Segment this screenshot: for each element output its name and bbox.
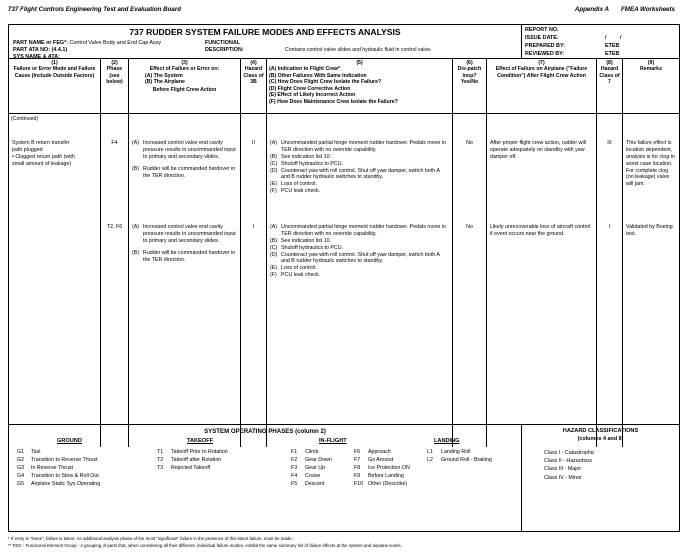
functional-label: FUNCTIONAL bbox=[205, 40, 241, 46]
column-2-cells bbox=[101, 114, 129, 447]
r2c5-key-d: (D) bbox=[270, 251, 278, 258]
r2c5-val-f: PCU leak check. bbox=[281, 272, 321, 279]
table-row-2-remarks: Validated by Boeing test. bbox=[626, 224, 673, 237]
list-item: G3 In Reverse Thrust bbox=[17, 464, 74, 471]
functional-description-value: Contains control valve slides and hydraulic fluid in control valve. bbox=[285, 47, 432, 53]
r2c5-key-f: (F) bbox=[270, 272, 277, 279]
col-num-5: (5) bbox=[356, 60, 363, 66]
col-title-3b: (B) The Airplane bbox=[145, 79, 185, 85]
running-head-left: 737 Flight Controls Engineering Test and Evaluation Board bbox=[8, 6, 182, 13]
table-row-2-phase: T2, F6 bbox=[106, 224, 123, 230]
list-item: T3 Rejected Takeoff bbox=[157, 464, 211, 471]
part-name-label: PART NAME or FEG*: bbox=[13, 40, 69, 46]
column-header-9 bbox=[623, 59, 679, 113]
part-name-value: Control Valve Body and End Cap Assy bbox=[69, 40, 162, 46]
col-title-2: Phase (see below) bbox=[106, 66, 123, 85]
prepared-by-value: ETEB bbox=[605, 43, 620, 49]
col-title-3a: (A) The System bbox=[145, 72, 183, 79]
r1c5-key-e: (E) bbox=[270, 181, 278, 188]
column-4-cells bbox=[241, 114, 267, 447]
r2c5-key-b: (B) bbox=[270, 237, 278, 244]
col-num-6: (6) bbox=[466, 60, 473, 66]
col-title-3: Effect of Failure or Error on: bbox=[149, 66, 220, 72]
table-row-1-failure-condition: After proper flight crew action, rudder will operate adequately on standby with yaw damper off. bbox=[490, 140, 586, 160]
r1c3-key-a: (A) bbox=[132, 140, 140, 146]
list-item: Class II - Hazardous bbox=[544, 458, 592, 465]
r2c5-key-e: (E) bbox=[270, 265, 278, 272]
list-item: L1 Landing Roll bbox=[427, 449, 471, 455]
column-7-cells bbox=[487, 114, 597, 447]
r1c5-key-f: (F) bbox=[270, 188, 277, 195]
appendix-label: Appendix A bbox=[574, 6, 610, 13]
col-title-5b: (B) Other Failures With Same Indication bbox=[269, 72, 367, 79]
list-item: L2 Ground Roll - Braking bbox=[427, 456, 492, 463]
table-row-1-hazard-7: III bbox=[607, 140, 612, 146]
col-title-5d: (D) Flight Crew Corrective Action bbox=[269, 85, 351, 92]
phase-header-landing: LANDING bbox=[434, 438, 460, 444]
running-head bbox=[8, 6, 681, 13]
column-header-4 bbox=[241, 59, 267, 113]
table-row-1-effect bbox=[129, 140, 240, 179]
footnote-1: * If entry is "None", failure is latent. An additional analysis phase of the most "significant" failure in the presence of this latent failure, must be made. bbox=[8, 536, 293, 541]
list-item: T1 Takeoff Prior to Rotation bbox=[157, 449, 228, 455]
appendix-title: FMEA Worksheets bbox=[621, 6, 675, 13]
col-title-5f: (F) How Does Maintenance Crew Isolate the Failure? bbox=[269, 98, 398, 105]
table-row-1-dispatch: No bbox=[466, 140, 473, 146]
col-title-4: Hazard Class of 3B bbox=[243, 66, 264, 85]
table-row-1-remarks: This failure effect is location dependent, analysis is for clog in worst case location. For complete clog (no leakage) valve will jam. bbox=[626, 140, 675, 188]
col-num-3: (3) bbox=[181, 60, 188, 66]
col-title-1: Failure or Error Mode and Failure Cause (Include Outside Factors) bbox=[13, 66, 96, 79]
page-title: 737 RUDDER SYSTEM FAILURE MODES AND EFFECTS ANALYSIS bbox=[129, 27, 401, 37]
r1c5-key-d: (D) bbox=[270, 167, 278, 174]
table-row-2-crew-actions bbox=[267, 224, 452, 279]
worksheet-body bbox=[9, 114, 679, 447]
column-6-cells bbox=[453, 114, 487, 447]
list-item: F1 Climb bbox=[291, 449, 319, 455]
failure-mode-line-2: path plugged bbox=[12, 146, 43, 153]
r1c5-val-e: Loss of control. bbox=[281, 181, 317, 188]
column-header-3 bbox=[129, 59, 241, 113]
table-row-1-phase: F4 bbox=[111, 140, 118, 146]
phase-list-inflight-right bbox=[354, 449, 410, 489]
operating-phases-legend bbox=[9, 424, 679, 531]
r2c5-val-c: Shutoff hydraulics to PCU. bbox=[281, 244, 344, 251]
continued-label: (Continued) bbox=[11, 116, 39, 122]
phase-list-ground bbox=[17, 449, 100, 489]
list-item: Class IV - Minor bbox=[544, 474, 582, 481]
col-num-7: (7) bbox=[538, 60, 545, 66]
col-num-2: (2) bbox=[111, 60, 118, 66]
failure-cause-line-2: small amount of leakage) bbox=[12, 160, 72, 167]
r1c5-val-d: Counteract yaw with roll control. Shut off yaw damper, switch both A and B rudder hydraulic switches to standby. bbox=[281, 167, 440, 181]
col-title-5c: (C) How Does Flight Crew Isolate the Failure? bbox=[269, 79, 382, 85]
col-title-6: Dis-patch inop? Yes/No bbox=[457, 66, 482, 85]
column-header-5 bbox=[267, 59, 453, 113]
r2c5-val-b: See indication list 10. bbox=[281, 237, 332, 244]
column-header-2 bbox=[101, 59, 129, 113]
table-row-1-crew-actions bbox=[267, 140, 452, 195]
r2c3-key-a: (A) bbox=[132, 224, 140, 230]
col-num-1: (1) bbox=[51, 60, 58, 66]
list-item: G2 Transition to Reverse Thrust bbox=[17, 456, 98, 463]
column-header-7 bbox=[487, 59, 597, 113]
table-row-1-failure-mode bbox=[9, 140, 100, 168]
r2c3-key-b: (B) bbox=[132, 249, 140, 256]
running-head-right bbox=[575, 6, 681, 13]
col-title-9: Remarks bbox=[640, 66, 662, 72]
phase-list-inflight-left bbox=[291, 449, 332, 489]
list-item: F8 Ice Protection ON bbox=[354, 464, 410, 471]
issue-date-value: / / bbox=[605, 35, 628, 41]
hazard-classifications bbox=[522, 425, 679, 531]
r1c5-key-b: (B) bbox=[270, 153, 278, 160]
r2c5-val-e: Loss of control. bbox=[281, 265, 317, 272]
column-1-cells bbox=[9, 114, 101, 447]
part-ata-label: PART ATA NO: bbox=[13, 47, 51, 53]
phase-header-takeoff: TAKEOFF bbox=[187, 438, 213, 444]
list-item: Class III - Major bbox=[544, 466, 582, 473]
part-ata-row bbox=[13, 47, 67, 53]
r2c5-val-a: Uncommanded partial hinge moment rudder hardover. Pedals move in TER direction with no override capability. bbox=[281, 224, 446, 237]
column-9-cells bbox=[623, 114, 679, 447]
table-row-2-dispatch: No bbox=[466, 224, 473, 230]
report-no-label: REPORT NO. bbox=[525, 27, 559, 33]
list-item: F3 Gear Up bbox=[291, 464, 326, 471]
list-item: F4 Cruise bbox=[291, 472, 321, 479]
functional-label-2: DESCRIPTION: bbox=[205, 47, 244, 53]
worksheet-header bbox=[9, 25, 679, 59]
list-item: T2 Takeoff after Rotation bbox=[157, 456, 222, 463]
reviewed-by-value: ETEB bbox=[605, 51, 620, 57]
column-5-cells bbox=[267, 114, 453, 447]
r1c3-val-a: Increased control valve end cavity pressure results in uncommanded input to primary and secondary slides. bbox=[143, 140, 236, 160]
column-header-6 bbox=[453, 59, 487, 113]
col-title-3-footer: Before Flight Crew Action bbox=[152, 86, 217, 93]
list-item: F7 Go Around bbox=[354, 456, 394, 463]
table-row-1-hazard-3b: II bbox=[252, 140, 255, 146]
column-header-1 bbox=[9, 59, 101, 113]
col-title-7: Effect of Failure on Airplane ("Failure Condition") After Flight Crew Action bbox=[495, 66, 588, 79]
phase-header-ground: GROUND bbox=[57, 438, 82, 444]
header-divider bbox=[521, 25, 522, 58]
phase-list-takeoff bbox=[157, 449, 228, 473]
sys-name-label: SYS NAME & ATA: bbox=[13, 54, 60, 60]
list-item: F2 Gear Down bbox=[291, 456, 332, 463]
failure-cause-line-1: • Clogged return path (with bbox=[12, 153, 75, 160]
list-item: F10 Other (Describe) bbox=[354, 480, 408, 487]
hazard-title: HAZARD CLASSIFICATIONS bbox=[562, 428, 639, 434]
table-row-2-failure-condition: Likely unrecoverable loss of aircraft control if event occurs near the ground. bbox=[490, 224, 591, 237]
list-item: G1 Taxi bbox=[17, 449, 41, 455]
hazard-list bbox=[544, 449, 595, 482]
r1c5-val-a: Uncommanded partial hinge moment rudder hardover. Pedals move in TER direction with no override capability. bbox=[281, 140, 446, 153]
table-row-2-hazard-7: I bbox=[608, 224, 611, 230]
list-item: F9 Before Landing bbox=[354, 472, 404, 479]
col-title-5e: (E) Effect of Likely Incorrect Action bbox=[269, 92, 356, 98]
list-item: G5 Airplane Static Sys Operating bbox=[17, 480, 101, 487]
r1c5-val-f: PCU leak check. bbox=[281, 188, 321, 195]
hazard-subtitle: (columns 4 and 8) bbox=[577, 436, 624, 442]
col-num-8: (8) bbox=[606, 60, 613, 66]
list-item: Class I - Catastrophic bbox=[544, 450, 595, 456]
part-name-row bbox=[13, 40, 161, 46]
col-title-5a: (A) Indication to Flight Crew* bbox=[269, 66, 341, 72]
r1c5-key-c: (C) bbox=[270, 160, 278, 167]
phases-title: SYSTEM OPERATING PHASES (column 2) bbox=[204, 428, 326, 435]
column-3-cells bbox=[129, 114, 241, 447]
r2c5-key-c: (C) bbox=[270, 244, 278, 251]
table-row-2-hazard-3b: I bbox=[252, 224, 255, 230]
list-item: F5 Descent bbox=[291, 480, 325, 487]
r2c5-key-a: (A) bbox=[270, 224, 278, 230]
failure-mode-line-1: System B return transfer bbox=[12, 140, 70, 146]
r1c3-key-b: (B) bbox=[132, 165, 140, 172]
r2c3-val-a: Increased control valve end cavity pressure results in uncommanded input to primary and secondary slides. bbox=[143, 224, 236, 244]
table-row-2-effect bbox=[129, 224, 240, 263]
column-8-cells bbox=[597, 114, 623, 447]
list-item: F6 Approach bbox=[354, 449, 391, 455]
col-title-8: Hazard Class of 7 bbox=[599, 66, 620, 85]
part-ata-value: (4.4.1) bbox=[51, 47, 68, 53]
issue-date-label: ISSUE DATE: bbox=[525, 35, 559, 41]
r1c5-val-c: Shutoff hydraulics to PCU. bbox=[281, 160, 344, 167]
prepared-by-label: PREPARED BY: bbox=[525, 43, 565, 49]
worksheet-frame bbox=[8, 24, 680, 532]
col-num-4: (4) bbox=[250, 60, 257, 66]
footnotes bbox=[8, 536, 680, 549]
list-item: G4 Transition to Stow & Roll Out bbox=[17, 472, 99, 479]
r1c3-val-b: Rudder will be commanded hardover in the TER direction. bbox=[143, 165, 236, 179]
r1c5-key-a: (A) bbox=[270, 140, 278, 146]
phase-list-landing bbox=[427, 449, 492, 465]
footnote-2: ** FEG - Functional Element Group - A grouping of parts that, when considering all their different, individual failure modes, exhibit the same summary list of failure effects at the system and airplane levels. bbox=[8, 542, 402, 548]
r1c5-val-b: See indication list 10. bbox=[281, 153, 332, 160]
reviewed-by-label: REVIEWED BY: bbox=[525, 51, 565, 57]
col-num-9: (9) bbox=[647, 60, 655, 66]
r2c5-val-d: Counteract yaw with roll control. Shut off yaw damper, switch both A and B rudder hydraulic switches to standby. bbox=[281, 251, 440, 265]
column-header-row bbox=[9, 59, 679, 114]
column-header-8 bbox=[597, 59, 623, 113]
r2c3-val-b: Rudder will be commanded hardover in the TER direction. bbox=[143, 249, 236, 263]
phase-header-inflight: IN-FLIGHT bbox=[319, 438, 347, 444]
